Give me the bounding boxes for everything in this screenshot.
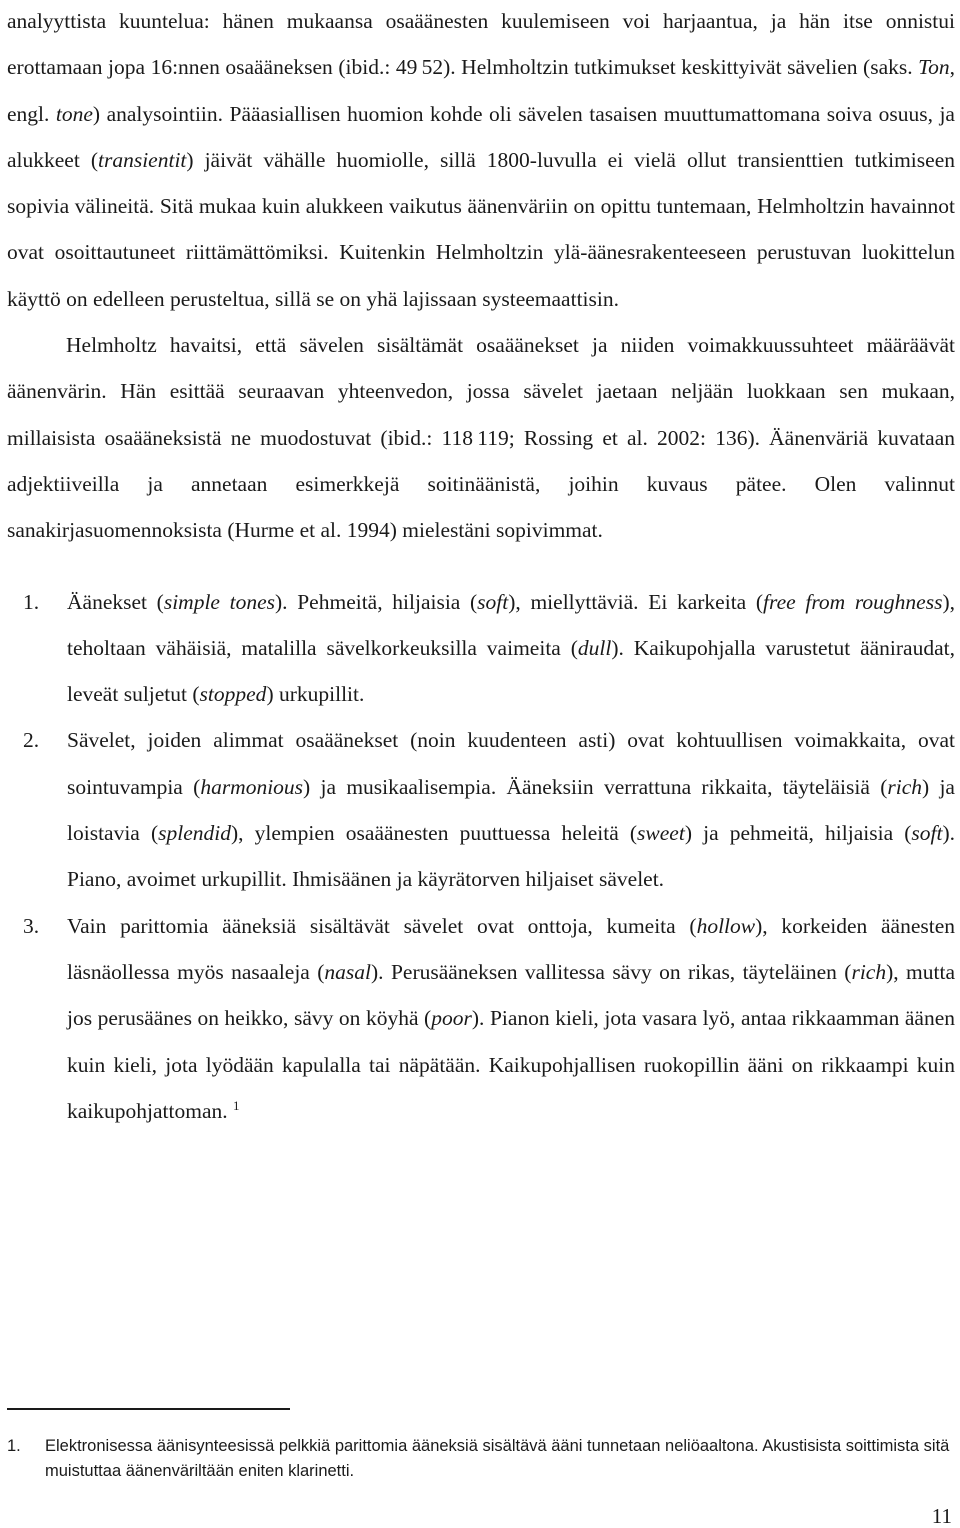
- italic-term: simple tones: [163, 589, 276, 614]
- text-run: ). Piano, avoimet urkupillit. Ihmisäänen ja käyrätorven hiljaiset sävelet.: [67, 821, 956, 892]
- italic-term: transientit: [98, 147, 187, 172]
- timbre-classification-list: [7, 579, 955, 1135]
- text-run: ). Perusääneksen vallitessa sävy on rikas, täyteläinen (: [371, 959, 852, 984]
- text-run: Vain parittomia ääneksiä sisältävät sävelet ovat onttoja, kumeita (: [67, 913, 697, 938]
- text-run: ). Kaikupohjalla varustetut ääniraudat, leveät suljetut (: [67, 635, 955, 707]
- list-item-number: 1.: [23, 589, 40, 614]
- text-run: Äänekset (: [67, 589, 164, 614]
- text-run: ). Pianon kieli, jota vasara lyö, antaa rikkaamman äänen kuin kieli, jota lyödään kapulalla tai näpätään. Kaikupohjallisen ruokopillin ääni on rikkaampi kuin kaikupohjattoman.: [67, 1006, 955, 1123]
- text-run: ) urkupillit.: [266, 682, 365, 707]
- text-run: Sävelet, joiden alimmat osaäänekset (noin kuudenteen asti) ovat kohtuullisen voimakkaita, ovat sointuvampia (: [67, 728, 955, 799]
- paragraph-1: [7, 0, 955, 322]
- list-item: [7, 903, 955, 1134]
- text-run: analyyttista kuuntelua: hänen mukaansa osaäänesten kuulemiseen voi harjaantua, ja hän itse onnistui erottamaan jopa 16:nnen osaääneksen (ibid.: 49 52). Helmholtzin tutkimukset keskittyivät sävelien (saks.: [7, 9, 955, 80]
- italic-term: soft: [477, 589, 509, 614]
- list-item-number: 3.: [23, 913, 40, 938]
- italic-term: harmonious: [200, 774, 304, 799]
- italic-term: dull: [577, 635, 612, 660]
- text-run: ), teholtaan vähäisiä, matalilla sävelkorkeuksilla vaimeita (: [67, 589, 955, 660]
- text-run: ), korkeiden äänesten läsnäollessa myös nasaaleja (: [67, 913, 956, 984]
- page-number: 11: [931, 1504, 952, 1528]
- footnote-rule: [7, 1408, 290, 1410]
- list-item: [7, 717, 955, 902]
- page-body: [7, 0, 955, 1134]
- italic-term: rich: [887, 774, 922, 799]
- text-run: ) ja musikaalisempia. Ääneksiin verrattuna rikkaita, täyteläisiä (: [303, 774, 888, 799]
- text-run: ) ja pehmeitä, hiljaisia (: [684, 821, 912, 846]
- text-run: ) ja loistavia (: [67, 774, 955, 846]
- list-item-number: 2.: [23, 728, 40, 753]
- italic-term: stopped: [199, 682, 267, 707]
- text-run: ), miellyttäviä. Ei karkeita (: [508, 589, 764, 614]
- italic-term: hollow: [696, 913, 756, 938]
- italic-term: free from roughness: [763, 589, 943, 614]
- italic-term: tone: [55, 101, 93, 126]
- text-run: ) jäivät vähälle huomiolle, sillä 1800-luvulla ei vielä ollut transienttien tutkimiseen sopivia välineitä. Sitä mukaa kuin alukkeen vaikutus äänenväriin on opittu tuntemaan, Helmholtzin havainnot ovat osoittautuneet riittämättömiksi. Kuitenkin Helmholtzin ylä-äänesrakenteeseen perustuvan luokittelun käyttö on edelleen perusteltua, sillä se on yhä lajissaan systeemaattisin.: [7, 147, 955, 311]
- italic-term: poor: [431, 1006, 472, 1031]
- footnote-number: 1.: [7, 1437, 21, 1455]
- footnote: [7, 1434, 955, 1484]
- paragraph-2: Helmholtz havaitsi, että sävelen sisältämät osaäänekset ja niiden voimakkuussuhteet määräävät äänenvärin. Hän esittää seuraavan yhteenvedon, jossa sävelet jaetaan neljään luokkaan sen mukaan, millaisista osaääneksistä ne muodostuvat (ibid.: 118 119; Rossing et al. 2002: 136). Äänenväriä kuvataan adjektiiveilla ja annetaan esimerkkejä soitinäänistä, joihin kuvaus pätee. Olen valinnut sanakirjasuomennoksista (Hurme et al. 1994) mielestäni sopivimmat.: [7, 333, 955, 543]
- italic-term: soft: [911, 821, 943, 846]
- italic-term: rich: [851, 959, 887, 984]
- italic-term: sweet: [637, 821, 685, 846]
- footnote-text: Elektronisessa äänisynteesissä pelkkiä parittomia ääneksiä sisältävä ääni tunnetaan neliöaaltona. Akustisista soittimista sitä muistuttaa äänenväriltään eniten klarinetti.: [45, 1437, 950, 1480]
- text-run: ) analysointiin. Pääasiallisen huomion kohde oli sävelen tasaisen muuttumattomana soiva osuus, ja alukkeet (: [7, 101, 955, 172]
- text-run: ). Pehmeitä, hiljaisia (: [275, 589, 478, 614]
- text-run: , engl.: [7, 55, 955, 126]
- footnote-reference[interactable]: 1: [233, 1097, 240, 1113]
- list-item: [7, 579, 955, 718]
- text-run: ), mutta jos perusäänes on heikko, sävy on köyhä (: [67, 959, 956, 1031]
- text-run: ), ylempien osaäänesten puuttuessa heleitä (: [231, 821, 638, 846]
- italic-term: splendid: [158, 821, 231, 846]
- italic-term: Ton: [918, 55, 950, 80]
- italic-term: nasal: [324, 959, 372, 984]
